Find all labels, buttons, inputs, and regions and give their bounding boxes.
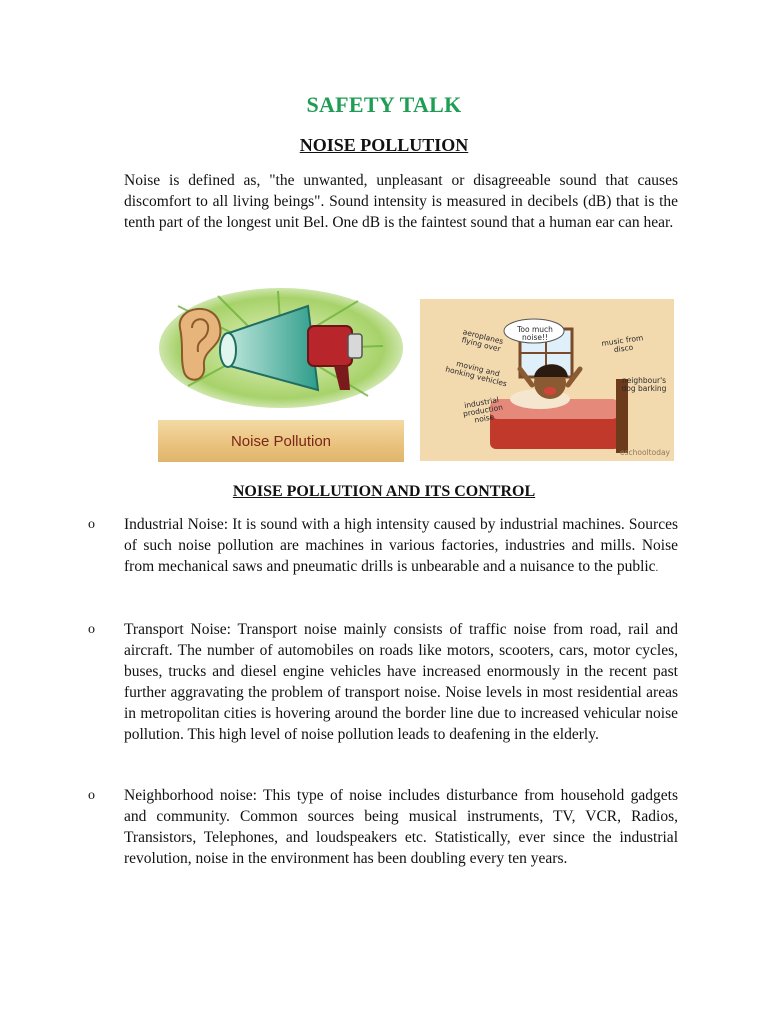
section-heading: NOISE POLLUTION AND ITS CONTROL (232, 483, 536, 500)
page-title: SAFETY TALK (306, 92, 462, 117)
list-item-transport: Transport Noise: Transport noise mainly consists of traffic noise from road, rail and aircraft. The number of automobiles on roads like motors, scooters, cars, motor cycles, buses, trucks and diesel engine vehicles have increased enormously in the recent past further aggravating the problem of transport noise. Noise levels in most residential areas in metropolitan cities is hovering around the border line due to increased vehicular noise pollution. This high level of noise pollution leads to deafening in the elderly. (124, 621, 678, 743)
list-item-neighborhood: Neighborhood noise: This type of noise includes disturbance from household gadgets and community. Common sources being musical instruments, TV, VCR, Radios, Transistors, Telephones, and loudspeakers etc. Statistically, ever since the industrial revolution, noise in the environment has been doubling every ten years. (124, 787, 678, 867)
noise-pollution-illustration (158, 286, 404, 464)
vehicles-label: moving and honking vehicles (444, 358, 508, 389)
music-label: music from disco (600, 333, 644, 355)
speech-bubble-label: Too much noise!! (517, 325, 553, 342)
aeroplanes-label: aeroplanes flying over (460, 327, 505, 354)
page-subtitle: NOISE POLLUTION (299, 135, 469, 155)
watermark: eschooltoday (620, 448, 670, 457)
noise-sources-illustration (420, 299, 674, 461)
ear-megaphone-icon (158, 286, 404, 414)
figure-caption-bar (158, 420, 404, 462)
list-item-industrial: Industrial Noise: It is sound with a high intensity caused by industrial machines. Sources of such noise pollution are machines in various factories, industries and mills. Noise from mechanical saws and pneumatic drills is unbearable and a nuisance to the public. (124, 516, 678, 575)
bullet-marker: o (88, 788, 95, 803)
bullet-marker: o (88, 622, 95, 637)
intro-paragraph: Noise is defined as, "the unwanted, unpleasant or disagreeable sound that causes discomfort to all living beings". Sound intensity is measured in decibels (dB) that is the tenth part of the longest unit Bel. One dB is the faintest sound that a human ear can hear. (124, 172, 678, 231)
bullet-marker: o (88, 517, 95, 532)
dog-label: neighbour's dog barking (621, 376, 667, 393)
figure-caption: Noise Pollution (230, 432, 332, 450)
industrial-label: industrial production noise (462, 395, 504, 425)
